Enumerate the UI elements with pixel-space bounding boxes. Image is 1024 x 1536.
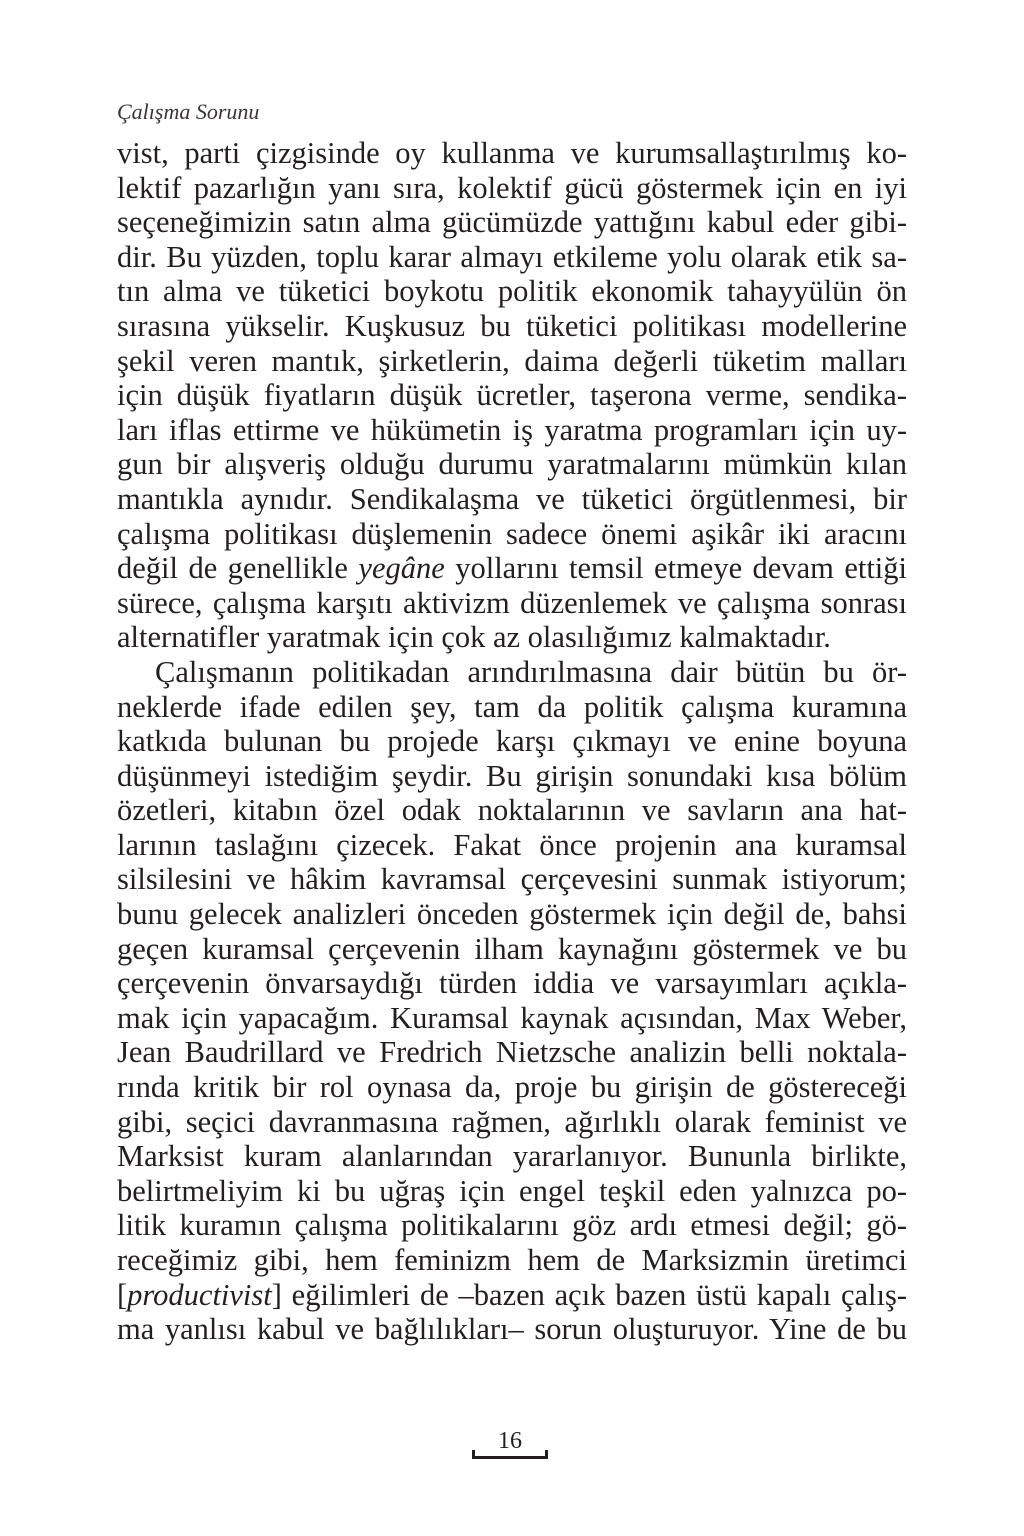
text-line: gibi, seçici davranmasına rağmen, ağırlıklı olarak feminist ve: [117, 1104, 907, 1139]
text-line: neklerde ifade edilen şey, tam da politik çalışma kuramına: [117, 689, 907, 724]
text-line: ma yanlısı kabul ve bağlılıkları– sorun oluşturuyor. Yine de bu: [117, 1312, 907, 1347]
text-line: çerçevenin önvarsaydığı türden iddia ve varsayımları açıkla-: [117, 966, 907, 1001]
text-line: larının taslağını çizecek. Fakat önce projenin ana kuramsal: [117, 827, 907, 862]
page-number-rule: [472, 1456, 548, 1459]
emphasis: productivist: [127, 1277, 272, 1312]
text-line: için düşük fiyatların düşük ücretler, taşerona verme, sendika-: [117, 378, 907, 413]
text-line: sürece, çalışma karşıtı aktivizm düzenlemek ve çalışma sonrası: [117, 585, 907, 620]
text-line: belirtmeliyim ki bu uğraş için engel teşkil eden yalnızca po-: [117, 1173, 907, 1208]
paragraph-1: [117, 136, 907, 655]
text-line: alternatifler yaratmak için çok az olasılığımız kalmaktadır.: [117, 620, 831, 655]
text-line: gun bir alışveriş olduğu durumu yaratmalarını mümkün kılan: [117, 447, 907, 482]
text-line: bunu gelecek analizleri önceden göstermek için değil de, bahsi: [117, 897, 907, 932]
text-line: mak için yapacağım. Kuramsal kaynak açısından, Max Weber,: [117, 1000, 907, 1035]
text-line: dir. Bu yüzden, toplu karar almayı etkileme yolu olarak etik sa-: [117, 239, 907, 274]
text-line: özetleri, kitabın özel odak noktalarının ve savların ana hat-: [117, 793, 907, 828]
text-line: çalışma politikası düşlemenin sadece önemi aşikâr iki aracını: [117, 516, 907, 551]
page-footer: [472, 1428, 548, 1462]
text-line: sırasına yükselir. Kuşkusuz bu tüketici politikası modellerine: [117, 308, 907, 343]
text-line: litik kuramın çalışma politikalarını göz ardı etmesi değil; gö-: [117, 1208, 907, 1243]
text-line: katkıda bulunan bu projede karşı çıkmayı ve enine boyuna: [117, 724, 907, 759]
text-line: mantıkla aynıdır. Sendikalaşma ve tüketici örgütlenmesi, bir: [117, 481, 907, 516]
text-line: şekil veren mantık, şirketlerin, daima değerli tüketim malları: [117, 343, 907, 378]
text-line: düşünmeyi istediğim şeydir. Bu girişin sonundaki kısa bölüm: [117, 758, 907, 793]
text-line: ları iflas ettirme ve hükümetin iş yaratma programları için uy-: [117, 412, 907, 447]
paragraph-2: [117, 655, 907, 1347]
text-line: Jean Baudrillard ve Fredrich Nietzsche analizin belli noktala-: [117, 1035, 907, 1070]
text-line: silsilesini ve hâkim kavramsal çerçevesini sunmak istiyorum;: [117, 862, 907, 897]
text-line: geçen kuramsal çerçevenin ilham kaynağını göstermek ve bu: [117, 931, 907, 966]
text-line: vist, parti çizgisinde oy kullanma ve kurumsallaştırılmış ko-: [117, 136, 907, 170]
text-line: seçeneğimizin satın alma gücümüzde yattığını kabul eder gibi-: [117, 205, 907, 240]
page-number: 16: [498, 1428, 522, 1454]
text-line: receğimiz gibi, hem feminizm hem de Marksizmin üretimci: [117, 1243, 907, 1277]
running-header: Çalışma Sorunu: [117, 99, 260, 124]
text-line: değil de genellikle yegâne yollarını temsil etmeye devam ettiği: [117, 551, 907, 586]
text-line: Çalışmanın politikadan arındırılmasına dair bütün bu ör-: [155, 654, 907, 689]
emphasis: yegâne: [358, 551, 445, 586]
text-line: Marksist kuram alanlarından yararlanıyor. Bununla birlikte,: [117, 1139, 907, 1174]
body-text: [117, 136, 907, 1347]
text-line: tın alma ve tüketici boykotu politik ekonomik tahayyülün ön: [117, 274, 907, 309]
text-line: [productivist] eğilimleri de –bazen açık bazen üstü kapalı çalış-: [117, 1277, 907, 1312]
text-line: rında kritik bir rol oynasa da, proje bu girişin de göstereceği: [117, 1070, 907, 1105]
text-line: lektif pazarlığın yanı sıra, kolektif gücü göstermek için en iyi: [117, 170, 907, 205]
